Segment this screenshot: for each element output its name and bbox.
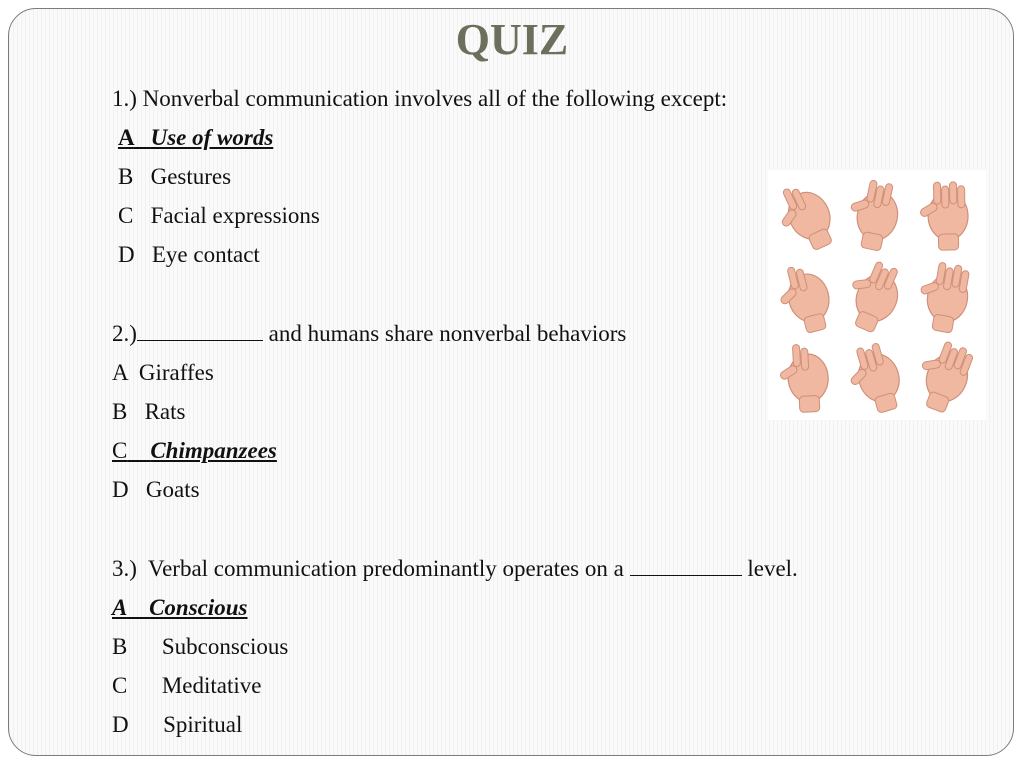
question-1-option-b [118, 163, 231, 191]
question-number: 2.) [112, 321, 137, 346]
hand-gesture-3 [919, 182, 969, 251]
answer-blank [630, 555, 742, 576]
question-number: 3.) [112, 556, 137, 581]
option-text: Conscious [149, 595, 248, 620]
answer-blank [137, 320, 263, 341]
option-text: Goats [145, 477, 200, 502]
option-letter: D [118, 242, 135, 267]
option-text: Facial expressions [150, 203, 320, 228]
hand-gesture-6 [913, 259, 973, 334]
option-letter: C [112, 673, 128, 698]
question-3-option-d [112, 711, 242, 739]
option-text: Giraffes [138, 360, 214, 385]
question-2-option-a [112, 359, 214, 387]
option-text: Meditative [161, 673, 262, 698]
option-letter: D [112, 712, 129, 737]
option-letter: B [112, 634, 128, 659]
hand-gesture-4 [772, 260, 836, 338]
option-letter: D [112, 477, 129, 502]
hand-gesture-1 [769, 176, 842, 258]
question-1-option-a [118, 124, 273, 152]
option-text: Subconscious [161, 634, 289, 659]
option-letter: B [118, 164, 134, 189]
option-text: Eye contact [151, 242, 260, 267]
question-3-option-b [112, 633, 288, 661]
hand-gesture-8 [842, 340, 908, 419]
option-letter: A [118, 125, 134, 150]
question-3-option-a [112, 594, 248, 622]
option-text: Use of words [150, 125, 274, 150]
option-text: Gestures [150, 164, 232, 189]
slide-title: QUIZ [455, 15, 569, 64]
option-text: Chimpanzees [150, 438, 277, 463]
option-text: Rats [144, 399, 186, 424]
option-letter: A [112, 595, 127, 620]
hand-gesture-9 [908, 336, 978, 417]
option-text: Spiritual [163, 712, 243, 737]
prompt-text-end: level. [747, 556, 798, 581]
question-3-prompt [112, 555, 798, 583]
question-2-option-d [112, 476, 200, 504]
question-1-prompt: 1.) Nonverbal communication involves all of the following except: [112, 86, 728, 111]
option-letter: C [118, 203, 134, 228]
hand-gesture-7 [777, 343, 829, 413]
question-1-option-d [118, 241, 260, 269]
hand-gesture-2 [842, 177, 904, 254]
option-letter: B [112, 399, 128, 424]
hand-gestures-image [768, 170, 986, 420]
option-letter: A [112, 360, 128, 385]
question-2-prompt [112, 320, 626, 348]
question-1-option-c [118, 202, 320, 230]
prompt-text: Verbal communication predominantly operates on a [148, 556, 624, 581]
hand-gestures-icon [768, 170, 986, 420]
prompt-text: and humans share nonverbal behaviors [268, 321, 627, 346]
option-letter: C [112, 438, 128, 463]
question-2-option-b [112, 398, 185, 426]
question-2-option-c [112, 437, 277, 465]
hand-gesture-5 [837, 255, 909, 337]
question-3-option-c [112, 672, 261, 700]
